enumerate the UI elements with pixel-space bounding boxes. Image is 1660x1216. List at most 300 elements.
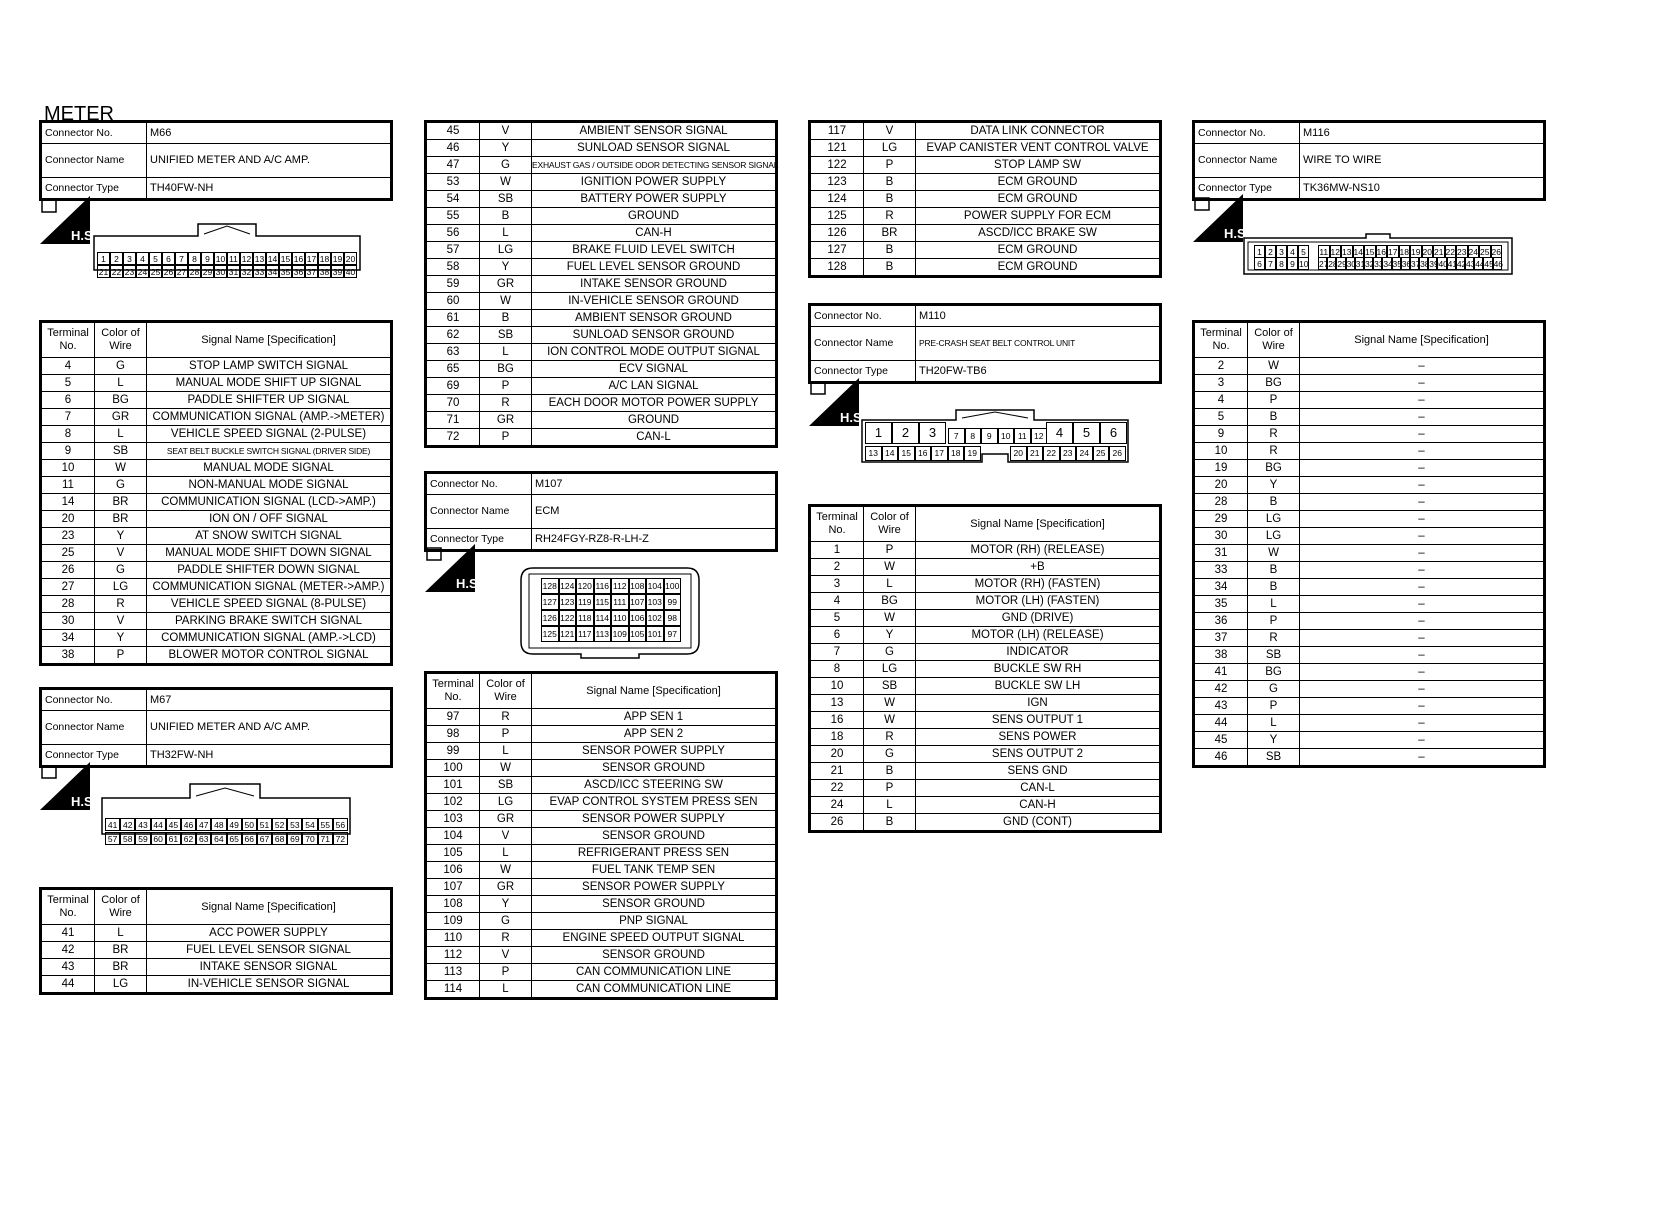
terminal-no: 28 [41,596,95,613]
hs-icon [40,196,97,244]
table-row [810,140,1161,157]
wire-color: L [864,797,916,814]
table-row [810,122,1161,140]
signal-name: INTAKE SENSOR GROUND [532,276,777,293]
table-row [1194,664,1545,681]
table-row [426,378,777,395]
wire-color: BG [1248,664,1300,681]
wire-color: Y [480,259,532,276]
signal-name: SUNLOAD SENSOR GROUND [532,327,777,344]
pin: 121 [559,626,577,642]
pin: 65 [227,832,242,845]
pin: 24 [137,267,148,277]
signal-name: GND (CONT) [916,814,1161,832]
pin: 6 [1254,257,1265,270]
pin: 63 [196,832,211,845]
pin: 32 [241,267,252,277]
wire-color: Y [95,630,147,647]
wire-color: P [95,647,147,665]
pin: 18 [319,254,330,264]
table-row [426,845,777,862]
label: Connector Name [426,495,532,529]
pin: 5 [1073,422,1100,444]
wire-color: B [480,310,532,327]
table-row [426,174,777,191]
pin-row [97,265,357,278]
table-row [1194,562,1545,579]
terminal-no: 108 [426,896,480,913]
wire-color: P [864,780,916,797]
pin: 46 [1493,259,1504,269]
wire-color: W [95,460,147,477]
wire-color: P [864,542,916,559]
connector-no: M66 [147,122,392,144]
terminal-no: 25 [41,545,95,562]
pin: 41 [105,818,120,831]
signal-name: FUEL LEVEL SENSOR SIGNAL [147,942,392,959]
svg-text:H.S.: H.S. [71,794,97,809]
m66-connector-diagram [94,236,362,280]
label: Connector No. [41,689,147,711]
table-row [810,610,1161,627]
pin: 124 [559,578,577,594]
table-row [810,644,1161,661]
terminal-no: 43 [41,959,95,976]
connector-type: RH24FGY-RZ8-R-LH-Z [532,529,777,551]
table-row [810,225,1161,242]
connector-name: UNIFIED METER AND A/C AMP. [147,144,392,178]
table-row [810,763,1161,780]
table-row [426,122,777,140]
table-row [1194,596,1545,613]
pin: 26 [1491,247,1501,257]
table-row [426,964,777,981]
signal-name: SENS OUTPUT 2 [916,746,1161,763]
connector-type: TH20FW-TB6 [916,361,1161,383]
table-row [1194,494,1545,511]
label: Connector Name [1194,144,1300,178]
m67-connector-diagram [102,798,352,848]
label: Connector Name [41,711,147,745]
signal-name: MOTOR (RH) (FASTEN) [916,576,1161,593]
m110-signal-table [808,504,1162,833]
signal-name: PNP SIGNAL [532,913,777,930]
signal-name: IGNITION POWER SUPPLY [532,174,777,191]
pin: 5 [149,252,162,265]
table-row [41,959,392,976]
pin: 127 [541,594,559,610]
pin: 47 [196,818,211,831]
table-row [426,310,777,327]
wire-color: SB [480,327,532,344]
pin: 128 [541,578,559,594]
signal-name: IGN [916,695,1161,712]
terminal-no: 30 [41,613,95,630]
wire-color: GR [480,879,532,896]
wire-color: L [480,344,532,361]
page-title: METER [44,103,114,125]
pin: 15 [1365,247,1375,257]
table-row [41,528,392,545]
signal-name: COMMUNICATION SIGNAL (AMP.->LCD) [147,630,392,647]
pin: 62 [181,832,196,845]
m107-header-table [424,471,778,552]
signal-name: CAN-L [916,780,1161,797]
table-row [426,191,777,208]
signal-name: ECM GROUND [916,191,1161,208]
pin: 57 [105,832,120,845]
pin: 21 [1434,247,1444,257]
pin: 34 [1383,259,1393,269]
signal-name: COMMUNICATION SIGNAL (METER->AMP.) [147,579,392,596]
terminal-no: 38 [41,647,95,665]
pin: 72 [333,832,348,845]
wire-color: BG [1248,460,1300,477]
table-row [426,709,777,726]
signal-name: GND (DRIVE) [916,610,1161,627]
pin: 20 [1422,247,1432,257]
pin: 18 [948,446,965,461]
wire-color: R [1248,426,1300,443]
pin: 115 [594,594,612,610]
table-row [810,559,1161,576]
pin: 4 [1287,245,1298,258]
table-row [426,412,777,429]
terminal-no: 125 [810,208,864,225]
pin: 120 [576,578,594,594]
terminal-no: 28 [1194,494,1248,511]
pin: 1 [1254,245,1265,258]
pin: 66 [242,832,257,845]
pin: 118 [576,610,594,626]
pin: 41 [1447,259,1458,269]
terminal-no: 54 [426,191,480,208]
pin-row [1010,446,1126,461]
terminal-no: 69 [426,378,480,395]
pin: 58 [120,832,135,845]
m67-signal-table [39,887,393,995]
svg-text:H.S.: H.S. [1224,226,1250,241]
terminal-no: 9 [41,443,95,460]
terminal-no: 123 [810,174,864,191]
wire-color: BR [864,225,916,242]
table-row [810,627,1161,644]
pin: 15 [898,446,915,461]
signal-name: EACH DOOR MOTOR POWER SUPPLY [532,395,777,412]
signal-name: ECV SIGNAL [532,361,777,378]
pin: 38 [1420,259,1430,269]
pin: 53 [287,818,302,831]
pin: 14 [1353,247,1363,257]
pin: 4 [1046,422,1073,444]
signal-name: SENSOR GROUND [532,896,777,913]
signal-name-header: Signal Name [Specification] [532,673,777,709]
pin: 44 [1475,259,1485,269]
signal-name: – [1300,579,1545,596]
signal-name: – [1300,681,1545,698]
pin-row [541,626,681,642]
m107-signal-table [424,671,778,1000]
signal-name: PADDLE SHIFTER UP SIGNAL [147,392,392,409]
color-of-wire-header: Color of Wire [864,506,916,542]
pin: 102 [646,610,664,626]
terminal-no: 106 [426,862,480,879]
wire-color: Y [1248,477,1300,494]
terminal-no: 43 [1194,698,1248,715]
pin: 55 [318,818,333,831]
pin: 100 [664,578,682,594]
signal-name: BUCKLE SW LH [916,678,1161,695]
pin: 105 [629,626,647,642]
signal-name: – [1300,545,1545,562]
signal-name: – [1300,443,1545,460]
wire-color: L [1248,596,1300,613]
pin: 1 [865,422,892,444]
terminal-no: 3 [1194,375,1248,392]
connector-no: M67 [147,689,392,711]
table-row [426,777,777,794]
wire-color: V [480,828,532,845]
terminal-no: 1 [810,542,864,559]
signal-name: BUCKLE SW RH [916,661,1161,678]
pin: 9 [981,428,998,444]
wire-color: L [480,845,532,862]
signal-name: – [1300,409,1545,426]
terminal-no: 2 [810,559,864,576]
signal-name: APP SEN 2 [532,726,777,743]
wire-color: SB [1248,749,1300,767]
table-row [41,443,392,460]
pin: 11 [227,252,240,265]
table-row [426,276,777,293]
table-row [41,579,392,596]
terminal-no: 121 [810,140,864,157]
table-row [1194,715,1545,732]
wire-color: LG [95,976,147,994]
pin: 29 [202,267,213,277]
wire-color: BG [1248,375,1300,392]
pin: 32 [1364,259,1375,269]
pin: 36 [1401,259,1412,269]
terminal-no-header: Terminal No. [426,673,480,709]
wire-color: BG [95,392,147,409]
pin: 40 [1438,259,1448,269]
signal-name: ECM GROUND [916,259,1161,277]
terminal-no: 99 [426,743,480,760]
terminal-no: 112 [426,947,480,964]
terminal-no: 58 [426,259,480,276]
pin: 11 [1014,428,1031,444]
terminal-no: 46 [426,140,480,157]
pin: 98 [664,610,682,626]
terminal-no: 3 [810,576,864,593]
table-row [810,678,1161,695]
m66-signal-table [39,320,393,666]
terminal-no: 30 [1194,528,1248,545]
terminal-no: 105 [426,845,480,862]
signal-name: STOP LAMP SW [916,157,1161,174]
wire-color: W [480,174,532,191]
wire-color: BG [480,361,532,378]
terminal-no: 29 [1194,511,1248,528]
wire-color: L [480,225,532,242]
pin: 13 [865,446,882,461]
pin: 7 [1265,257,1276,270]
label: Connector Type [426,529,532,551]
signal-name: COMMUNICATION SIGNAL (LCD->AMP.) [147,494,392,511]
pin: 14 [882,446,899,461]
signal-name: AMBIENT SENSOR GROUND [532,310,777,327]
pin: 69 [287,832,302,845]
terminal-no: 102 [426,794,480,811]
terminal-no: 101 [426,777,480,794]
terminal-no: 104 [426,828,480,845]
wire-color: BR [95,959,147,976]
pin: 103 [646,594,664,610]
pin: 42 [120,818,135,831]
wire-color: LG [864,661,916,678]
label: Connector Type [1194,178,1300,200]
terminal-no: 124 [810,191,864,208]
table-row [1194,358,1545,375]
pin: 56 [333,818,348,831]
signal-name: ENGINE SPEED OUTPUT SIGNAL [532,930,777,947]
terminal-no: 7 [41,409,95,426]
table-row [426,794,777,811]
signal-name: INDICATOR [916,644,1161,661]
table-row [426,157,777,174]
table-row [426,862,777,879]
terminal-no: 26 [810,814,864,832]
wire-color: L [95,426,147,443]
table-row [810,259,1161,277]
table-row [1194,732,1545,749]
signal-name: STOP LAMP SWITCH SIGNAL [147,358,392,375]
pin: 5 [1298,245,1309,258]
wire-color: BR [95,511,147,528]
pin: 122 [559,610,577,626]
pin: 19 [1411,247,1421,257]
pin: 43 [135,818,150,831]
terminal-no: 16 [810,712,864,729]
signal-name: PARKING BRAKE SWITCH SIGNAL [147,613,392,630]
table-row [810,174,1161,191]
wire-color: L [480,743,532,760]
wire-color: R [480,395,532,412]
table-row [810,797,1161,814]
table-row [1194,681,1545,698]
signal-name: SEAT BELT BUCKLE SWITCH SIGNAL (DRIVER SIDE) [147,443,392,460]
pin: 10 [1299,259,1309,269]
table-row [810,695,1161,712]
pin: 22 [1043,446,1060,461]
table-row [426,140,777,157]
table-row [810,208,1161,225]
pin: 3 [1276,245,1287,258]
table-row [1194,613,1545,630]
wire-color: SB [480,191,532,208]
pin: 109 [611,626,629,642]
terminal-no: 38 [1194,647,1248,664]
table-row [1194,392,1545,409]
terminal-no: 61 [426,310,480,327]
pin: 23 [1060,446,1077,461]
wire-color: GR [480,276,532,293]
table-row [426,395,777,412]
wire-color: B [864,814,916,832]
table-row [1194,443,1545,460]
pin: 29 [1337,259,1347,269]
table-row [810,729,1161,746]
pin-row [541,594,681,610]
pin: 51 [257,818,272,831]
pin: 28 [189,267,200,277]
table-row [426,930,777,947]
wire-color: Y [480,140,532,157]
wire-color: B [480,208,532,225]
wire-color: SB [480,777,532,794]
signal-name: REFRIGERANT PRESS SEN [532,845,777,862]
signal-name: POWER SUPPLY FOR ECM [916,208,1161,225]
hs-icon [809,378,866,426]
terminal-no: 4 [810,593,864,610]
signal-name: APP SEN 1 [532,709,777,726]
pin: 11 [1319,247,1329,257]
signal-name: VEHICLE SPEED SIGNAL (2-PULSE) [147,426,392,443]
terminal-no: 41 [41,925,95,942]
terminal-no: 103 [426,811,480,828]
pin: 8 [965,428,982,444]
signal-name: FUEL LEVEL SENSOR GROUND [532,259,777,276]
terminal-no: 22 [810,780,864,797]
table-row [1194,579,1545,596]
terminal-no: 4 [41,358,95,375]
pin: 34 [267,267,278,277]
table-row [426,242,777,259]
pin: 31 [228,267,239,277]
wire-color: G [480,157,532,174]
terminal-no: 56 [426,225,480,242]
terminal-no: 2 [1194,358,1248,375]
pin: 111 [611,594,629,610]
table-row [1194,630,1545,647]
signal-name: – [1300,460,1545,477]
signal-name: ASCD/ICC BRAKE SW [916,225,1161,242]
table-row [41,545,392,562]
terminal-no-header: Terminal No. [41,889,95,925]
signal-name: – [1300,647,1545,664]
table-row [810,780,1161,797]
table-row [41,494,392,511]
terminal-no: 34 [41,630,95,647]
signal-name: – [1300,477,1545,494]
signal-name: – [1300,392,1545,409]
table-row [426,913,777,930]
m66-header-table [39,120,393,201]
signal-name: – [1300,596,1545,613]
signal-name: – [1300,630,1545,647]
wire-color: L [1248,715,1300,732]
wire-color: B [1248,579,1300,596]
pin: 99 [664,594,682,610]
terminal-no-header: Terminal No. [810,506,864,542]
wire-color: G [864,746,916,763]
signal-name: – [1300,426,1545,443]
wire-color: B [864,259,916,277]
table-row [41,976,392,994]
wire-color: Y [95,528,147,545]
signal-name: ECM GROUND [916,174,1161,191]
